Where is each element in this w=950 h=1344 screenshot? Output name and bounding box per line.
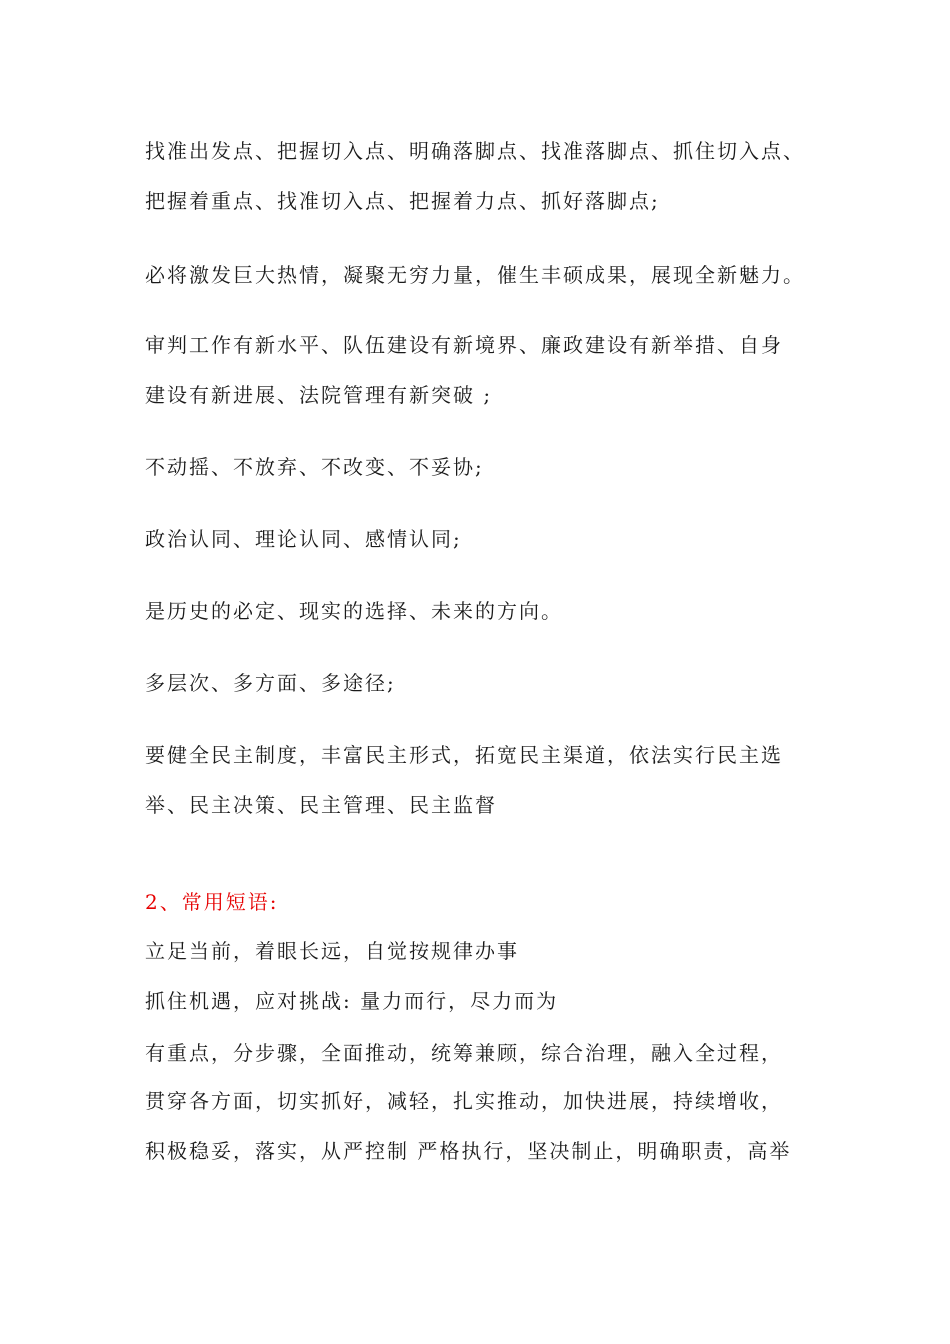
text-line: 是历史的必定、现实的选择、未来的方向。 [145, 599, 563, 623]
text-line: 必将激发巨大热情，凝聚无穷力量，催生丰硕成果，展现全新魅力。 [145, 263, 805, 287]
text-line: 举、民主决策、民主管理、民主监督 [145, 793, 497, 817]
text-line: 积极稳妥，落实，从严控制 严格执行，坚决制止，明确职责，高举 [145, 1139, 792, 1163]
text-line: 立足当前，着眼长远，自觉按规律办事 [145, 939, 519, 963]
text-line: 抓住机遇，应对挑战: 量力而行，尽力而为 [145, 989, 559, 1013]
text-line: 建设有新进展、法院管理有新突破 ; [145, 383, 493, 407]
text-line: 贯穿各方面，切实抓好，减轻，扎实推动，加快进展，持续增收， [145, 1089, 783, 1113]
text-line: 不动摇、不放弃、不改变、不妥协; [145, 455, 484, 479]
text-line: 要健全民主制度，丰富民主形式，拓宽民主渠道，依法实行民主选 [145, 743, 783, 767]
text-line: 多层次、多方面、多途径; [145, 671, 396, 695]
text-line: 有重点，分步骤，全面推动，统筹兼顾，综合治理，融入全过程， [145, 1041, 783, 1065]
text-line: 审判工作有新水平、队伍建设有新境界、廉政建设有新举措、自身 [145, 333, 783, 357]
text-line: 找准出发点、把握切入点、明确落脚点、找准落脚点、抓住切入点、 [145, 139, 805, 163]
section-heading: 2、常用短语: [145, 890, 279, 914]
text-line: 把握着重点、找准切入点、把握着力点、抓好落脚点; [145, 189, 660, 213]
text-line: 政治认同、理论认同、感情认同; [145, 527, 462, 551]
